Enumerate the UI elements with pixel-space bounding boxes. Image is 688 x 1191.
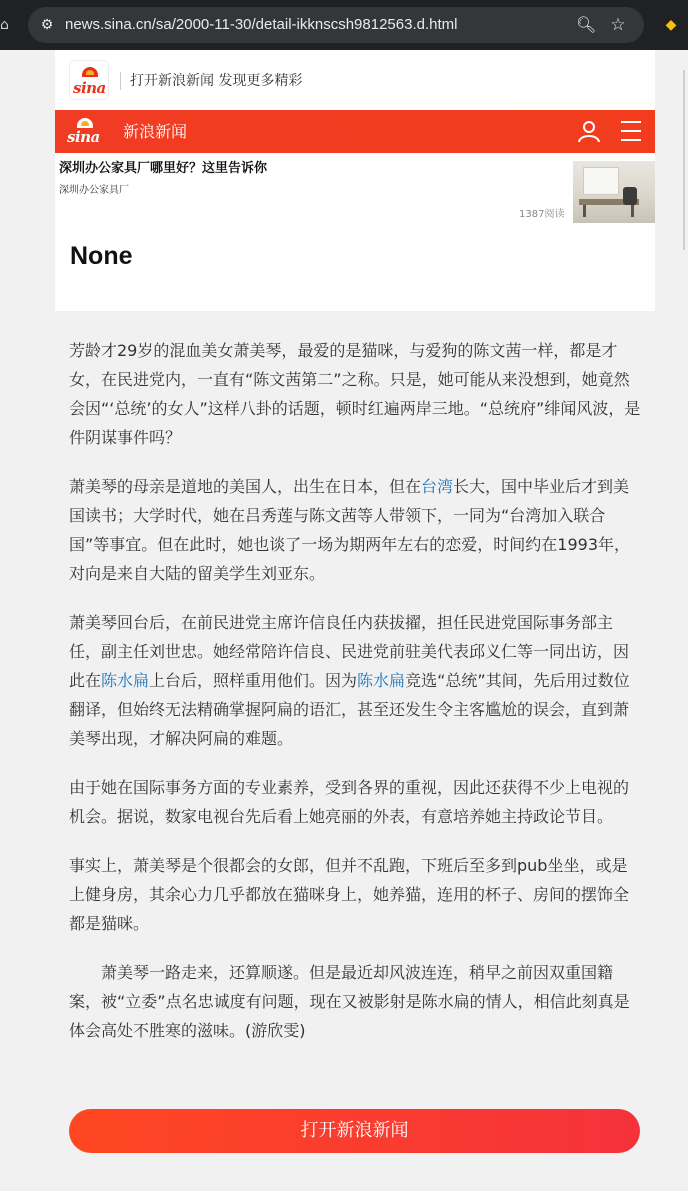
paragraph-5: 事实上，萧美琴是个很都会的女郎，但并不乱跑，下班后至多到pub坐坐，或是上健身房，其余心力几乎都放在猫咪身上，她养猫，连用的杯子、房间的摆饰全都是猫咪。 [69, 856, 630, 933]
ad-title[interactable]: 深圳办公家具厂哪里好？这里告诉你 [59, 161, 268, 176]
link-taiwan[interactable]: 台湾 [421, 477, 454, 496]
ad-image[interactable] [573, 161, 655, 223]
sina-header-logo[interactable]: sina [65, 116, 105, 146]
site-title[interactable]: 新浪新闻 [123, 122, 188, 141]
user-icon[interactable] [577, 119, 601, 143]
zoom-icon[interactable]: 🔍︎ [576, 15, 597, 34]
home-icon[interactable]: ⌂ [0, 17, 9, 33]
ad-read-count: 1387阅读 [519, 209, 565, 220]
open-app-button[interactable]: 打开新浪新闻 [69, 1109, 640, 1153]
banner-text: 打开新浪新闻 发现更多精彩 [130, 73, 303, 89]
ad-source: 深圳办公家具厂 [59, 185, 129, 196]
paragraph-1: 芳龄才29岁的混血美女萧美琴，最爱的是猫咪，与爱狗的陈文茜一样，都是才女，在民进党内，一直有“陈文茜第二”之称。只是，她可能从来没想到，她竟然会因“‘总统’的女人”这样八卦的话题，顿时红遍两岸三地。“总统府”绯闻风波，是件阴谋事件吗？ [69, 341, 641, 447]
link-chen-shuibian-2[interactable]: 陈水扁 [357, 671, 406, 690]
paragraph-2: 萧美琴的母亲是道地的美国人，出生在日本，但在台湾长大，国中毕业后才到美国读书；大学时代，她在吕秀莲与陈文茜等人带领下，一同为“台湾加入联合国”等事宜。但在此时，她也谈了一场为期两年左右的恋爱，时间约在1993年，对向是来自大陆的留美学生刘亚东。 [69, 477, 631, 583]
browser-toolbar [0, 0, 688, 50]
divider [120, 72, 121, 90]
extension-icon[interactable]: ◆ [665, 17, 677, 33]
url-text[interactable]: news.sina.cn/sa/2000-11-30/detail-ikknscsh9812563.d.html [65, 16, 458, 33]
link-chen-shuibian-1[interactable]: 陈水扁 [101, 671, 150, 690]
sina-logo: sina [69, 60, 109, 100]
app-download-banner[interactable] [55, 50, 655, 110]
site-info-icon[interactable]: ⚙ [40, 17, 54, 33]
site-header [55, 110, 655, 153]
scrollbar[interactable] [683, 70, 685, 250]
article-body [69, 336, 642, 1065]
paragraph-3: 萧美琴回台后，在前民进党主席许信良任内获拔擢，担任民进党国际事务部主任，副主任刘世忠。她经常陪许信良、民进党前驻美代表邱义仁等一同出访，因此在陈水扁上台后，照样重用他们。因为陈水扁竞选“总统”其间，先后用过数位翻译，但始终无法精确掌握阿扁的语汇，甚至还发生令主客尴尬的误会，直到萧美琴出现，才解决阿扁的难题。 [69, 613, 630, 748]
article-header [55, 225, 655, 311]
paragraph-4: 由于她在国际事务方面的专业素养，受到各界的重视，因此还获得不少上电视的机会。据说，数家电视台先后看上她亮丽的外表，有意培养她主持政论节目。 [69, 778, 630, 826]
article-title: None [70, 242, 133, 270]
menu-icon[interactable] [621, 120, 643, 142]
paragraph-6: 萧美琴一路走来，还算顺遂。但是最近却风波连连，稍早之前因双重国籍案，被“立委”点名忠诚度有问题，现在又被影射是陈水扁的情人，相信此刻真是体会高处不胜寒的滋味。(游欣雯) [69, 963, 630, 1040]
address-bar[interactable] [28, 7, 644, 43]
bookmark-star-icon[interactable]: ☆ [610, 15, 626, 35]
ad-card[interactable] [55, 153, 655, 225]
